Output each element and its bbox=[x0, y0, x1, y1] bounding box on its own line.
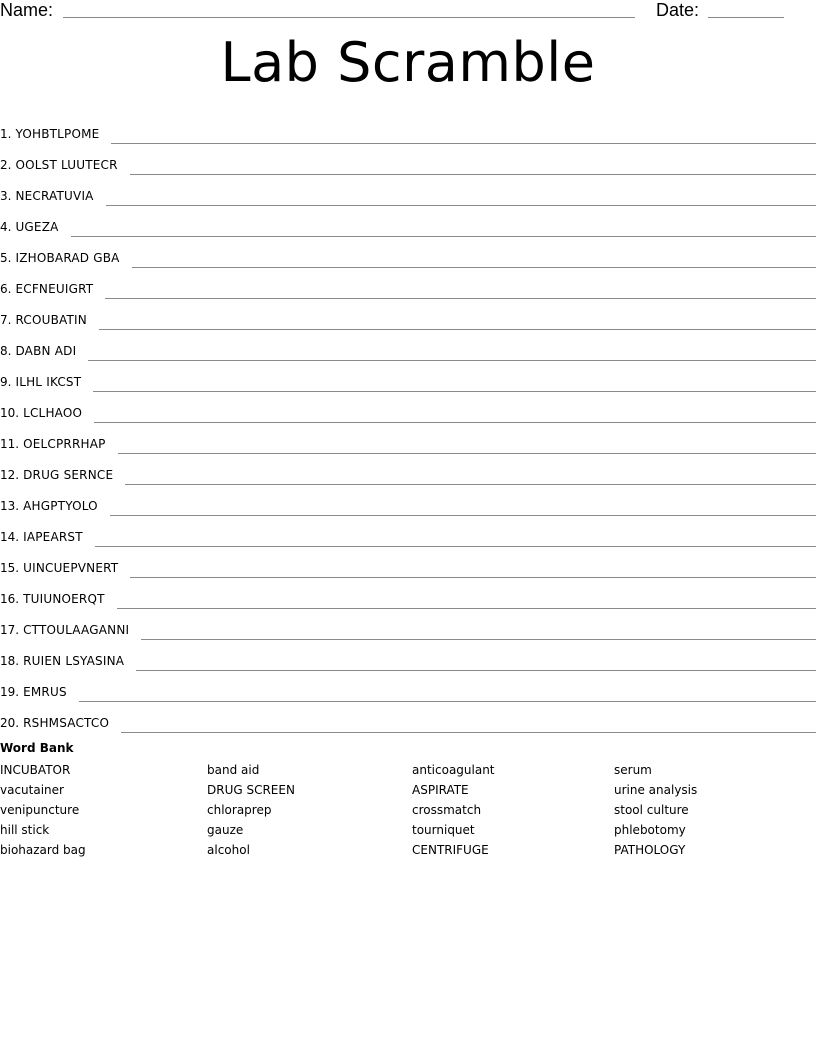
scrambled-word: RUIEN LSYASINA bbox=[23, 654, 125, 668]
answer-line[interactable] bbox=[111, 143, 816, 144]
word-bank-item: vacutainer bbox=[0, 783, 64, 797]
answer-line[interactable] bbox=[130, 577, 816, 578]
word-bank-item: tourniquet bbox=[412, 823, 475, 837]
scrambled-word: LCLHAOO bbox=[23, 406, 83, 420]
date-blank-line[interactable] bbox=[708, 17, 784, 18]
question-row bbox=[0, 420, 816, 451]
answer-line[interactable] bbox=[99, 329, 816, 330]
question-number: 11. bbox=[0, 437, 20, 451]
answer-line[interactable] bbox=[125, 484, 816, 485]
scrambled-word: OOLST LUUTECR bbox=[15, 158, 118, 172]
question-number: 19. bbox=[0, 685, 20, 699]
word-bank-column bbox=[0, 760, 86, 860]
word-bank-item: gauze bbox=[207, 823, 244, 837]
word-bank-column bbox=[412, 760, 495, 860]
word-bank-item: anticoagulant bbox=[412, 763, 495, 777]
question-row bbox=[0, 699, 816, 730]
answer-line[interactable] bbox=[117, 608, 816, 609]
date-label: Date: bbox=[656, 0, 700, 20]
name-label: Name: bbox=[0, 0, 54, 20]
answer-line[interactable] bbox=[136, 670, 816, 671]
word-bank-item: DRUG SCREEN bbox=[207, 783, 295, 797]
question-row bbox=[0, 203, 816, 234]
answer-line[interactable] bbox=[141, 639, 816, 640]
question-row bbox=[0, 668, 816, 699]
scrambled-word: CTTOULAAGANNI bbox=[23, 623, 130, 637]
word-bank-title: Word Bank bbox=[0, 741, 74, 755]
scrambled-word: RSHMSACTCO bbox=[23, 716, 110, 730]
question-number: 16. bbox=[0, 592, 20, 606]
question-number: 17. bbox=[0, 623, 20, 637]
question-number: 8. bbox=[0, 344, 12, 358]
question-row bbox=[0, 606, 816, 637]
question-number: 5. bbox=[0, 251, 12, 265]
scrambled-word: ILHL IKCST bbox=[15, 375, 82, 389]
question-row bbox=[0, 110, 816, 141]
answer-line[interactable] bbox=[110, 515, 816, 516]
word-bank-item: serum bbox=[614, 763, 652, 777]
question-row bbox=[0, 544, 816, 575]
question-number: 10. bbox=[0, 406, 20, 420]
word-bank-item: hill stick bbox=[0, 823, 50, 837]
question-row bbox=[0, 265, 816, 296]
word-bank-item: chloraprep bbox=[207, 803, 272, 817]
page-title: Lab Scramble bbox=[220, 31, 596, 94]
question-row bbox=[0, 513, 816, 544]
question-number: 3. bbox=[0, 189, 12, 203]
question-number: 12. bbox=[0, 468, 20, 482]
answer-line[interactable] bbox=[79, 701, 816, 702]
question-row bbox=[0, 141, 816, 172]
answer-line[interactable] bbox=[106, 205, 816, 206]
question-row bbox=[0, 327, 816, 358]
scrambled-word: IZHOBARAD GBA bbox=[15, 251, 120, 265]
word-bank-column bbox=[207, 760, 295, 860]
answer-line[interactable] bbox=[105, 298, 816, 299]
answer-line[interactable] bbox=[93, 391, 816, 392]
scrambled-word: ECFNEUIGRT bbox=[15, 282, 94, 296]
answer-line[interactable] bbox=[130, 174, 816, 175]
answer-line[interactable] bbox=[88, 360, 816, 361]
scrambled-word: OELCPRRHAP bbox=[23, 437, 106, 451]
scrambled-word: TUIUNOERQT bbox=[23, 592, 105, 606]
scrambled-word: EMRUS bbox=[23, 685, 67, 699]
name-blank-line[interactable] bbox=[63, 17, 635, 18]
question-number: 20. bbox=[0, 716, 20, 730]
word-bank-column bbox=[614, 760, 697, 860]
scrambled-word: UINCUEPVNERT bbox=[23, 561, 119, 575]
question-number: 1. bbox=[0, 127, 12, 141]
scrambled-word: AHGPTYOLO bbox=[23, 499, 98, 513]
word-bank-item: venipuncture bbox=[0, 803, 80, 817]
question-row bbox=[0, 358, 816, 389]
word-bank-item: INCUBATOR bbox=[0, 763, 71, 777]
answer-line[interactable] bbox=[118, 453, 816, 454]
question-list bbox=[0, 110, 816, 730]
scrambled-word: UGEZA bbox=[15, 220, 59, 234]
scrambled-word: RCOUBATIN bbox=[15, 313, 87, 327]
scrambled-word: YOHBTLPOME bbox=[15, 127, 100, 141]
question-number: 4. bbox=[0, 220, 12, 234]
question-row bbox=[0, 451, 816, 482]
word-bank-grid bbox=[0, 760, 816, 860]
answer-line[interactable] bbox=[71, 236, 816, 237]
question-row bbox=[0, 482, 816, 513]
answer-line[interactable] bbox=[121, 732, 816, 733]
question-row bbox=[0, 575, 816, 606]
worksheet-header bbox=[0, 0, 816, 24]
question-number: 6. bbox=[0, 282, 12, 296]
answer-line[interactable] bbox=[132, 267, 816, 268]
scrambled-word: DRUG SERNCE bbox=[23, 468, 114, 482]
question-number: 2. bbox=[0, 158, 12, 172]
answer-line[interactable] bbox=[94, 422, 816, 423]
question-number: 14. bbox=[0, 530, 20, 544]
word-bank-item: ASPIRATE bbox=[412, 783, 469, 797]
word-bank-item: phlebotomy bbox=[614, 823, 686, 837]
question-number: 15. bbox=[0, 561, 20, 575]
question-number: 13. bbox=[0, 499, 20, 513]
word-bank-item: urine analysis bbox=[614, 783, 698, 797]
question-row bbox=[0, 389, 816, 420]
question-row bbox=[0, 637, 816, 668]
word-bank-item: PATHOLOGY bbox=[614, 843, 686, 857]
word-bank-item: stool culture bbox=[614, 803, 689, 817]
word-bank-item: biohazard bag bbox=[0, 843, 86, 857]
scrambled-word: IAPEARST bbox=[23, 530, 83, 544]
scrambled-word: DABN ADI bbox=[15, 344, 77, 358]
answer-line[interactable] bbox=[95, 546, 816, 547]
question-number: 9. bbox=[0, 375, 12, 389]
question-number: 18. bbox=[0, 654, 20, 668]
word-bank-item: CENTRIFUGE bbox=[412, 843, 489, 857]
word-bank bbox=[0, 740, 816, 860]
scrambled-word: NECRATUVIA bbox=[15, 189, 94, 203]
word-bank-item: alcohol bbox=[207, 843, 250, 857]
question-row bbox=[0, 234, 816, 265]
word-bank-item: crossmatch bbox=[412, 803, 482, 817]
word-bank-item: band aid bbox=[207, 763, 260, 777]
question-row bbox=[0, 172, 816, 203]
question-number: 7. bbox=[0, 313, 12, 327]
question-row bbox=[0, 296, 816, 327]
